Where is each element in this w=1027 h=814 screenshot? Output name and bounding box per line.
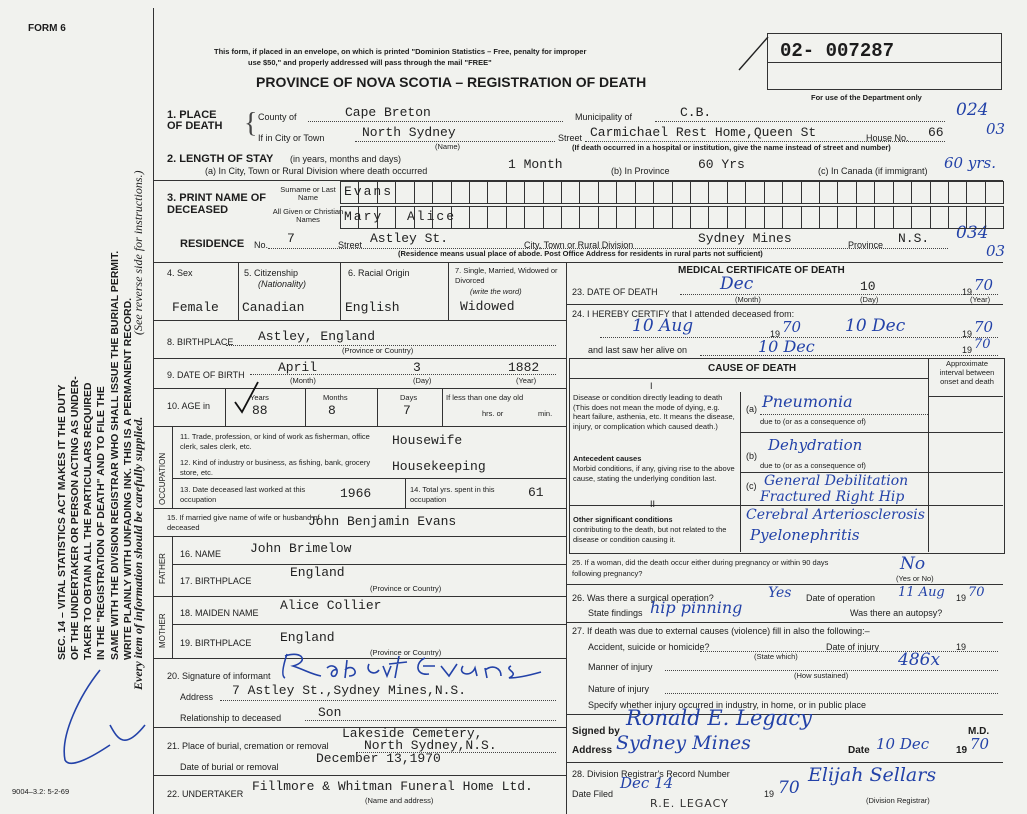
- years-spent-value: 61: [528, 485, 544, 500]
- racial-origin-value: English: [345, 300, 400, 315]
- cause-c-value: General Debilitation: [764, 473, 909, 489]
- occupation-section-label: OCCUPATION: [158, 452, 167, 505]
- name-sublabel: (Name): [435, 142, 461, 151]
- surgery-year: 70: [968, 585, 985, 600]
- minutes-label: min.: [538, 409, 553, 418]
- cause-a-marker: (a): [746, 404, 757, 414]
- dob-month-sub: (Month): [290, 376, 316, 385]
- physician-address-label: Address: [572, 745, 613, 756]
- marital-status-label: 7. Single, Married, Widowed or Divorced: [455, 266, 558, 285]
- birthplace-sub: (Province or Country): [342, 346, 414, 355]
- physician-signature: Ronald E. Legacy: [626, 706, 812, 730]
- last-seen-century: 19: [962, 345, 973, 355]
- other-conditions-title: Other significant conditions: [573, 515, 673, 524]
- father-name-label: 16. NAME: [180, 549, 222, 559]
- stay-province-label: (b) In Province: [611, 166, 670, 176]
- place-of-death-label: 1. PLACE OF DEATH: [167, 109, 223, 132]
- surgery-date-value: 11 Aug: [898, 585, 945, 600]
- registration-number: 02- 007287: [780, 40, 895, 62]
- instructions-note: (See reverse side for instructions.): [131, 170, 145, 335]
- spouse-label: 15. If married give name of wife or husband of deceased: [167, 513, 320, 532]
- citizenship-value: Canadian: [242, 300, 305, 315]
- age-years-checkmark: [232, 380, 262, 420]
- nature-label: Nature of injury: [588, 684, 650, 694]
- date-filed-value: Dec 14: [620, 774, 674, 792]
- manner-code: 486x: [898, 650, 941, 670]
- residence-province-value: N.S.: [898, 231, 930, 246]
- death-month-sub: (Month): [735, 295, 761, 304]
- date-filed-label: Date Filed: [572, 789, 614, 799]
- attended-to-year: 70: [974, 318, 994, 336]
- father-name-value: John Brimelow: [250, 541, 352, 556]
- length-of-stay-label: 2. LENGTH OF STAY: [167, 153, 274, 165]
- industry-value: Housekeeping: [392, 459, 486, 474]
- city-value: North Sydney: [362, 125, 456, 140]
- dob-day-sub: (Day): [413, 376, 432, 385]
- length-of-stay-sub: (in years, months and days): [290, 154, 402, 164]
- cause-c-extra: Fractured Right Hip: [760, 489, 905, 505]
- cause-of-death-heading: CAUSE OF DEATH: [708, 363, 797, 374]
- sex-value: Female: [172, 300, 219, 315]
- burial-date-label: Date of burial or removal: [180, 762, 279, 772]
- informant-address-label: Address: [180, 692, 214, 702]
- attended-from-date: 10 Aug: [632, 316, 694, 336]
- form-left-border: [153, 8, 154, 814]
- given-names-label: All Given or Christian Names: [272, 207, 344, 224]
- certify-label: 24. I HEREBY CERTIFY that I attended deceased from:: [572, 309, 795, 319]
- other-conditions-label: contributing to the death, but not related to the disease or condition causing it.: [573, 525, 727, 544]
- cause-a-value: Pneumonia: [762, 392, 853, 411]
- age-days-label: Days: [400, 393, 418, 402]
- residence-note: (Residence means usual place of abode. Post Office Address for residents in rural parts not sufficient): [398, 249, 763, 258]
- marital-status-sub: (write the word): [470, 287, 522, 296]
- dept-code-4: 03: [986, 242, 1006, 260]
- findings-label: State findings: [588, 608, 643, 618]
- city-label: If in City or Town: [258, 133, 325, 143]
- street-label: Street: [558, 133, 583, 143]
- attended-to-date: 10 Dec: [845, 316, 906, 336]
- cause-b-marker: (b): [746, 451, 757, 461]
- house-no-value: 66: [928, 125, 944, 140]
- autopsy-label: Was there an autopsy?: [850, 608, 943, 618]
- age-days-value: 7: [403, 403, 411, 418]
- death-day-sub: (Day): [860, 295, 879, 304]
- dob-year: 1882: [508, 360, 540, 375]
- attended-from-year: 70: [782, 318, 802, 336]
- mother-birthplace-sub: (Province or Country): [370, 648, 442, 657]
- last-seen-label: and last saw her alive on: [588, 345, 688, 355]
- father-birthplace-value: England: [290, 565, 345, 580]
- last-seen-date: 10 Dec: [758, 337, 815, 356]
- filed-year: 70: [778, 778, 800, 798]
- medical-certificate-heading: MEDICAL CERTIFICATE OF DEATH: [678, 265, 845, 276]
- birthplace-value: Astley, England: [258, 329, 376, 344]
- date-of-death-day: 10: [860, 279, 876, 294]
- deceased-name-label: 3. PRINT NAME OF DECEASED: [167, 192, 267, 216]
- surname-label: Surname or Last Name: [280, 185, 336, 202]
- sex-label: 4. Sex: [167, 268, 193, 278]
- to-century: 19: [962, 329, 973, 339]
- relationship-label: Relationship to deceased: [180, 713, 282, 723]
- interval-heading: Approximate interval between onset and death: [939, 359, 995, 386]
- age-years-label: Years: [250, 393, 269, 402]
- external-causes-label: 27. If death was due to external causes (violence) fill in also the following:–: [572, 626, 870, 636]
- hospital-note: (If death occurred in a hospital or institution, give the name instead of street and number): [572, 143, 891, 152]
- physician-name-stamp: R.E. LEGACY: [650, 797, 729, 810]
- yes-no-sub: (Yes or No): [896, 574, 934, 583]
- informant-signature-label: 20. Signature of informant: [167, 671, 271, 681]
- registrar-sub: (Division Registrar): [866, 796, 930, 805]
- cause-part1: I: [650, 381, 653, 391]
- pregnancy-value: No: [900, 554, 926, 574]
- due-to-label-a: due to (or as a consequence of): [760, 417, 866, 426]
- how-sustained-sub: (How sustained): [794, 671, 849, 680]
- findings-value: hip pinning: [650, 598, 743, 617]
- margin-initials-signature: [40, 665, 150, 775]
- last-seen-year: 70: [974, 337, 991, 352]
- dob-day: 3: [413, 360, 421, 375]
- undertaker-sub: (Name and address): [365, 796, 434, 805]
- burial-date-value: December 13,1970: [316, 751, 441, 766]
- racial-origin-label: 6. Racial Origin: [348, 268, 410, 278]
- residence-no-value: 7: [287, 231, 295, 246]
- citizenship-label: 5. Citizenship: [244, 268, 299, 278]
- residence-city-label: City, Town or Rural Division: [524, 240, 634, 250]
- age-label: 10. AGE in: [167, 401, 211, 411]
- cert-date-label: Date: [848, 745, 870, 756]
- physician-address-value: Sydney Mines: [616, 732, 751, 754]
- antecedent-label: Morbid conditions, if any, giving rise to the above cause, stating the underlying condition last.: [573, 464, 735, 483]
- residence-city-value: Sydney Mines: [698, 231, 792, 246]
- department-use-note: For use of the Department only: [811, 93, 922, 102]
- manner-label: Manner of injury: [588, 662, 653, 672]
- direct-cause-label: Disease or condition directly leading to death (This does not mean the mode of dying, e.g. heart failure, asthenia, etc. It means the disease, injury, or complication which caused death.): [573, 393, 735, 431]
- municipality-label: Municipality of: [575, 112, 633, 122]
- hours-label: hrs. or: [482, 409, 504, 418]
- reg-number-slash: [734, 34, 774, 74]
- birthplace-label: 8. BIRTHPLACE: [167, 337, 234, 347]
- signed-by-label: Signed by: [572, 726, 620, 737]
- state-which-sub: (State which): [754, 652, 798, 661]
- injury-date-label: Date of injury: [826, 642, 880, 652]
- surgery-label: 26. Was there a surgical operation?: [572, 593, 714, 603]
- residence-label: RESIDENCE: [180, 238, 245, 250]
- completeness-note: Every item of information should be carefully supplied.: [131, 416, 145, 690]
- cert-year: 70: [970, 735, 990, 753]
- residence-street-value: Astley St.: [370, 231, 449, 246]
- registrar-signature: Elijah Sellars: [808, 764, 937, 786]
- citizenship-sub: (Nationality): [258, 279, 307, 289]
- date-of-death-century: 19: [962, 287, 973, 297]
- relationship-value: Son: [318, 705, 342, 720]
- spouse-value: John Benjamin Evans: [308, 514, 457, 529]
- years-spent-label: 14. Total yrs. spent in this occupation: [410, 485, 495, 504]
- dob-month: April: [278, 360, 318, 375]
- dept-code-1: 024: [956, 100, 989, 120]
- death-year-sub: (Year): [970, 295, 991, 304]
- age-years-value: 88: [252, 403, 268, 418]
- reg-box-divider: [767, 62, 1001, 63]
- date-of-death-label: 23. DATE OF DEATH: [572, 287, 658, 297]
- cause-c-marker: (c): [746, 481, 757, 491]
- burial-town-value: North Sydney,N.S.: [364, 738, 497, 753]
- house-no-label: House No.: [866, 133, 909, 143]
- dob-year-sub: (Year): [516, 376, 537, 385]
- father-section-label: FATHER: [158, 553, 167, 584]
- surgery-century: 19: [956, 593, 967, 603]
- cert-century: 19: [956, 745, 968, 756]
- age-months-label: Months: [323, 393, 348, 402]
- filed-century: 19: [764, 789, 775, 799]
- accident-label: Accident, suicide or homicide?: [588, 642, 710, 652]
- form-title: PROVINCE OF NOVA SCOTIA – REGISTRATION OF DEATH: [256, 74, 647, 90]
- surgery-value: Yes: [768, 585, 792, 601]
- given-names-value: Mary Alice: [344, 209, 457, 224]
- injury-century: 19: [956, 642, 967, 652]
- statute-notice: SEC. 14 – VITAL STATISTICS ACT MAKES IT THE DUTY OF THE UNDERTAKER OR PERSON ACTING AS UNDER- TAKER TO OBTAIN ALL THE PARTICULARS REQUIRED IN THE "REGISTRATION OF DEATH" AND TO FILE THE SAME WITH THE DIVISION REGISTRAR WHO SHALL ISSUE THE BURIAL PERMIT. WRITE PLAINLY WITH UNFADING INK. THIS IS A PERMANENT RECORD.: [56, 250, 134, 660]
- other-condition-1: Cerebral Arteriosclerosis: [746, 507, 925, 523]
- age-months-value: 8: [328, 403, 336, 418]
- last-worked-label: 13. Date deceased last worked at this occupation: [180, 485, 306, 504]
- surname-letter-grid: [340, 181, 1004, 204]
- place-brace: {: [244, 108, 258, 139]
- informant-address-value: 7 Astley St.,Sydney Mines,N.S.: [232, 683, 467, 698]
- form-number: FORM 6: [28, 23, 66, 34]
- cause-b-value: Dehydration: [768, 436, 863, 454]
- father-birthplace-sub: (Province or Country): [370, 584, 442, 593]
- municipality-value: C.B.: [680, 105, 712, 120]
- trade-value: Housewife: [392, 433, 463, 448]
- mother-birthplace-label: 19. BIRTHPLACE: [180, 638, 252, 648]
- stay-city-label: (a) In City, Town or Rural Division where death occurred: [205, 166, 428, 176]
- informant-signature: [275, 648, 545, 684]
- street-value: Carmichael Rest Home,Queen St: [590, 125, 817, 140]
- mother-section-label: MOTHER: [158, 613, 167, 648]
- antecedent-title: Antecedent causes: [573, 454, 642, 463]
- surgery-date-label: Date of operation: [806, 593, 876, 603]
- pregnancy-label: 25. If a woman, did the death occur either during pregnancy or within 90 days following pregnancy?: [572, 558, 829, 578]
- undertaker-label: 22. UNDERTAKER: [167, 789, 244, 799]
- trade-label: 11. Trade, profession, or kind of work as fisherman, office clerk, sales clerk, etc.: [180, 432, 370, 451]
- md-label: M.D.: [968, 726, 990, 737]
- father-birthplace-label: 17. BIRTHPLACE: [180, 576, 252, 586]
- record-number-label: 28. Division Registrar's Record Number: [572, 769, 730, 779]
- marital-status-value: Widowed: [460, 299, 515, 314]
- dob-label: 9. DATE OF BIRTH: [167, 370, 245, 380]
- cause-part2: II: [650, 499, 656, 509]
- due-to-label-b: due to (or as a consequence of): [760, 461, 866, 470]
- burial-place-label: 21. Place of burial, cremation or removal: [167, 741, 329, 751]
- specify-label: Specify whether injury occurred in industry, in home, or in public place: [588, 700, 866, 710]
- stay-canada-label: (c) In Canada (if immigrant): [818, 166, 928, 176]
- dept-code-3: 034: [956, 223, 989, 243]
- stay-province-value: 60 Yrs: [698, 157, 745, 172]
- residence-street-label: Street: [338, 240, 363, 250]
- burial-cemetery-value: Lakeside Cemetery,: [342, 726, 483, 741]
- stay-city-value: 1 Month: [508, 157, 563, 172]
- mail-notice-line1: This form, if placed in an envelope, on which is printed "Dominion Statistics – Free, penalty for improper: [214, 47, 587, 56]
- residence-province-label: Province: [848, 240, 884, 250]
- dept-code-2: 03: [986, 120, 1006, 138]
- county-value: Cape Breton: [345, 105, 431, 120]
- industry-label: 12. Kind of industry or business, as fishing, bank, grocery store, etc.: [180, 458, 371, 477]
- mother-maiden-label: 18. MAIDEN NAME: [180, 608, 259, 618]
- county-label: County of: [258, 112, 297, 122]
- form-code: 9004–3.2: 5-2-69: [12, 787, 70, 796]
- other-condition-2: Pyelonephritis: [750, 526, 860, 544]
- mail-notice-line2: use $50," and properly addressed will pass through the mail "FREE": [248, 58, 492, 67]
- last-worked-value: 1966: [340, 486, 372, 501]
- mother-maiden-value: Alice Collier: [280, 598, 382, 613]
- less-than-day-label: If less than one day old: [446, 393, 524, 402]
- date-of-death-year: 70: [974, 276, 994, 294]
- form-center-divider: [566, 263, 567, 814]
- undertaker-value: Fillmore & Whitman Funeral Home Ltd.: [252, 779, 533, 794]
- residence-no-label: No.: [254, 240, 269, 250]
- date-of-death-month: Dec: [720, 274, 754, 294]
- from-century: 19: [770, 329, 781, 339]
- cert-date-value: 10 Dec: [876, 735, 930, 753]
- surname-value: Evans: [344, 184, 394, 199]
- mother-birthplace-value: England: [280, 630, 335, 645]
- stay-canada-value: 60 yrs.: [944, 154, 996, 172]
